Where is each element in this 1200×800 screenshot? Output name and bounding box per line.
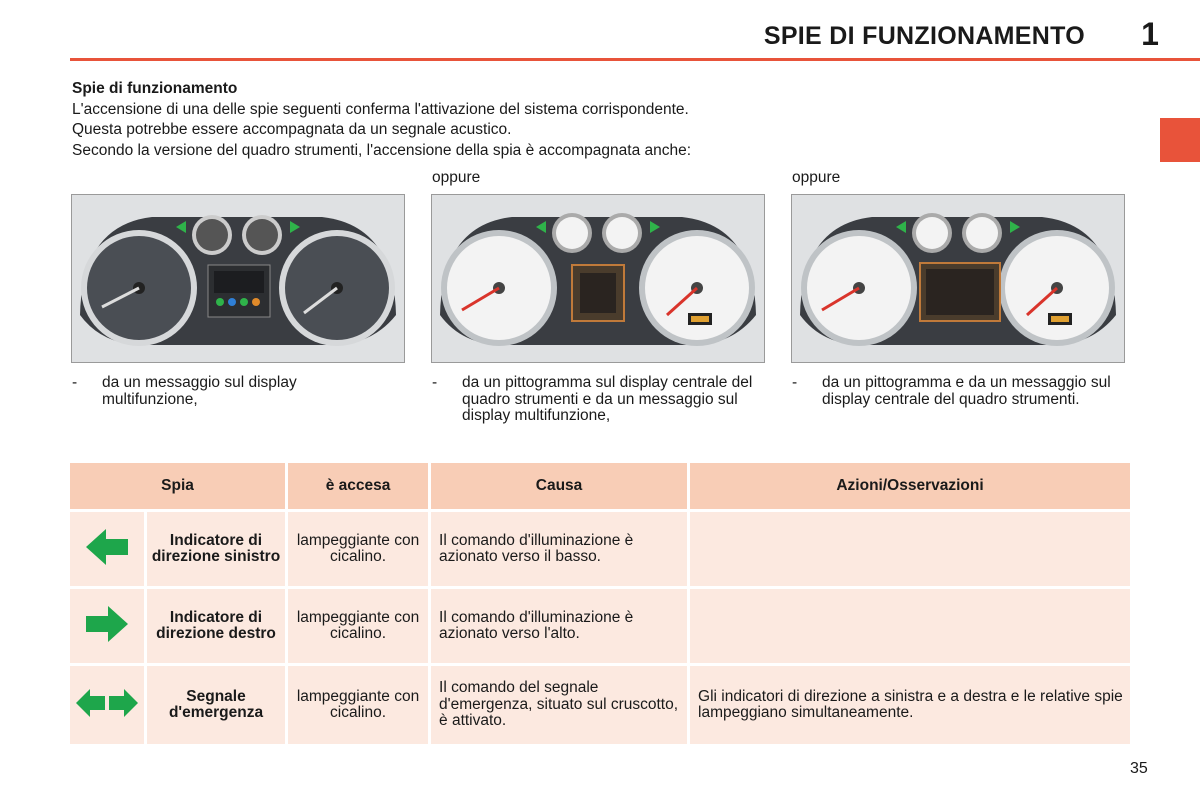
light-name: Indicatore di direzione destro bbox=[147, 589, 285, 663]
instrument-cluster-light-large-display-image bbox=[791, 194, 1125, 363]
chapter-side-tab bbox=[1160, 118, 1200, 162]
right-arrow-icon bbox=[84, 604, 130, 644]
page-number: 35 bbox=[1130, 760, 1148, 777]
light-actions bbox=[690, 589, 1130, 663]
instrument-cluster-dark-image bbox=[71, 194, 405, 363]
warning-lights-table bbox=[67, 460, 1133, 747]
caption-text: da un messaggio sul display multifunzione, bbox=[102, 374, 297, 408]
intro-line-1: L'accensione di una delle spie seguenti conferma l'attivazione del sistema corrispondente. bbox=[72, 100, 689, 118]
light-cause: Il comando d'illuminazione è azionato verso il basso. bbox=[431, 512, 687, 586]
light-actions: Gli indicatori di direzione a sinistra e a destra e le relative spie lampeggiano simultaneamente. bbox=[690, 666, 1130, 744]
left-arrow-icon bbox=[84, 527, 130, 567]
light-state: lampeggiante con cicalino. bbox=[288, 589, 428, 663]
intro-text bbox=[72, 79, 972, 161]
intro-line-2: Questa potrebbe essere accompagnata da un segnale acustico. bbox=[72, 121, 512, 139]
caption-dash: - bbox=[792, 374, 798, 391]
oppure-label-2: oppure bbox=[792, 169, 841, 186]
light-state: lampeggiante con cicalino. bbox=[288, 666, 428, 744]
hazard-arrows-icon bbox=[75, 687, 139, 719]
header-accesa: è accesa bbox=[288, 463, 428, 509]
chapter-number: 1 bbox=[1141, 16, 1159, 52]
table-row bbox=[70, 512, 1130, 586]
caption-text: da un pittogramma sul display centrale del quadro strumenti e da un messaggio sul display multifunzione, bbox=[462, 374, 753, 424]
light-state: lampeggiante con cicalino. bbox=[288, 512, 428, 586]
table-row bbox=[70, 666, 1130, 744]
light-name: Indicatore di direzione sinistro bbox=[147, 512, 285, 586]
light-cause: Il comando del segnale d'emergenza, situato sul cruscotto, è attivato. bbox=[431, 666, 687, 744]
header-azioni: Azioni/Osservazioni bbox=[690, 463, 1130, 509]
intro-line-3: Secondo la versione del quadro strumenti, l'accensione della spia è accompagnata anche: bbox=[72, 141, 692, 159]
caption-text: da un pittogramma e da un messaggio sul display centrale del quadro strumenti. bbox=[822, 374, 1111, 408]
oppure-label-1: oppure bbox=[432, 169, 481, 186]
light-cause: Il comando d'illuminazione è azionato verso l'alto. bbox=[431, 589, 687, 663]
table-row bbox=[70, 589, 1130, 663]
header-causa: Causa bbox=[431, 463, 687, 509]
light-actions bbox=[690, 512, 1130, 586]
light-name: Segnale d'emergenza bbox=[147, 666, 285, 744]
instrument-cluster-light-small-display-image bbox=[431, 194, 765, 363]
intro-heading: Spie di funzionamento bbox=[72, 80, 238, 97]
header-rule bbox=[70, 58, 1200, 61]
caption-dash: - bbox=[432, 374, 438, 391]
page-header-title: SPIE DI FUNZIONAMENTO bbox=[763, 22, 1085, 50]
caption-dash: - bbox=[72, 374, 78, 391]
header-spia: Spia bbox=[70, 463, 285, 509]
